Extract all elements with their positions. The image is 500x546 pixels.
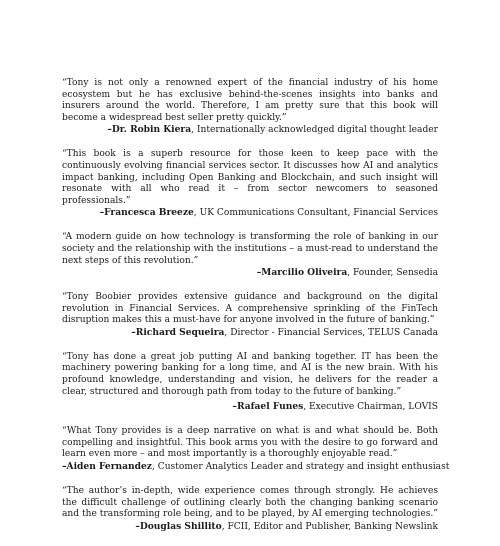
attribution-dash: – — [232, 401, 237, 413]
testimonial-attribution — [62, 521, 438, 534]
testimonial-quote: “The author’s in-depth, wide experience comes through strongly. He achieves the difficult challenge of outlining clearly both the changing banking scenario and the transforming role being, and to be played, by AI emerging technologies.” — [62, 485, 438, 520]
author-role: , Director - Financial Services, TELUS Canada — [224, 327, 438, 338]
attribution-dash: – — [107, 124, 112, 136]
author-role: , Founder, Sensedia — [347, 268, 438, 279]
author-name: Francesca Breeze — [104, 207, 194, 219]
author-name: Dr. Robin Kiera — [111, 124, 192, 136]
testimonial-attribution — [62, 207, 438, 220]
attribution-dash: – — [62, 460, 67, 472]
testimonial — [62, 292, 438, 339]
testimonial — [62, 232, 438, 279]
testimonial-quote: “What Tony provides is a deep narrative on what is and what should be. Both compelling and insightful. This book arms you with the desire to go forward and learn even more – and most importantly is a thoroughly enjoyable read.” — [62, 426, 438, 460]
attribution-dash: – — [256, 267, 262, 279]
author-role: , Executive Chairman, LOVIS — [303, 402, 438, 413]
attribution-dash: – — [131, 326, 136, 338]
author-role: , FCII, Editor and Publisher, Banking Newslink — [221, 521, 438, 532]
testimonial-attribution — [62, 267, 438, 280]
testimonial-quote: “A modern guide on how technology is transforming the role of banking in our society and the relationship with the institutions – a must-read to understand the next steps of this revolution.” — [62, 232, 438, 266]
author-name: Douglas Shillito — [139, 520, 222, 532]
author-role: , Customer Analytics Leader and strategy and insight enthusiast — [151, 461, 450, 472]
testimonial-quote: “Tony has done a great job putting AI and banking together. IT has been the machinery powering banking for a long time, and AI is the new brain. With his profound knowledge, understanding and vision, he delivers for the reader a clear, structured and thorough path from today to the future of banking.” — [62, 351, 438, 397]
attribution-dash: – — [135, 520, 140, 532]
testimonial-quote: “Tony Boobier provides extensive guidance and background on the digital revolution in Financial Services. A comprehensive sprinkling of the FinTech disruption makes this a must-have for anyone involved in the future of banking.” — [62, 292, 438, 326]
testimonial-attribution — [62, 124, 438, 137]
testimonial — [62, 426, 450, 473]
testimonial — [62, 78, 438, 137]
author-name: Aiden Fernandez — [66, 460, 152, 472]
testimonial-quote: “Tony is not only a renowned expert of the financial industry of his home ecosystem but he has exclusive behind-the-scenes insights into banks and insurers around the world. Therefore, I am pretty sure that this book will become a widespread best seller pretty quickly.” — [62, 78, 438, 123]
author-name: Richard Sequeira — [135, 326, 225, 338]
testimonial — [62, 486, 438, 533]
testimonial-attribution — [62, 401, 438, 414]
author-name: Marcilio Oliveira — [261, 267, 348, 279]
praise-section — [62, 78, 450, 546]
testimonial — [62, 352, 438, 414]
author-role: , Internationally acknowledged digital thought leader — [191, 125, 438, 136]
testimonial-quote: “This book is a superb resource for those keen to keep pace with the continuously evolving financial services sector. It discusses how AI and analytics impact banking, including Open Banking and Blockchain, and such insight will resonate with all who read it – from sector newcomers to seasoned professionals.” — [62, 149, 438, 206]
author-name: Rafael Funes — [236, 401, 304, 413]
attribution-dash: – — [99, 207, 105, 219]
testimonial-attribution — [62, 460, 450, 474]
author-role: , UK Communications Consultant, Financial Services — [193, 208, 438, 219]
testimonial-attribution — [62, 327, 438, 340]
testimonial — [62, 149, 438, 220]
